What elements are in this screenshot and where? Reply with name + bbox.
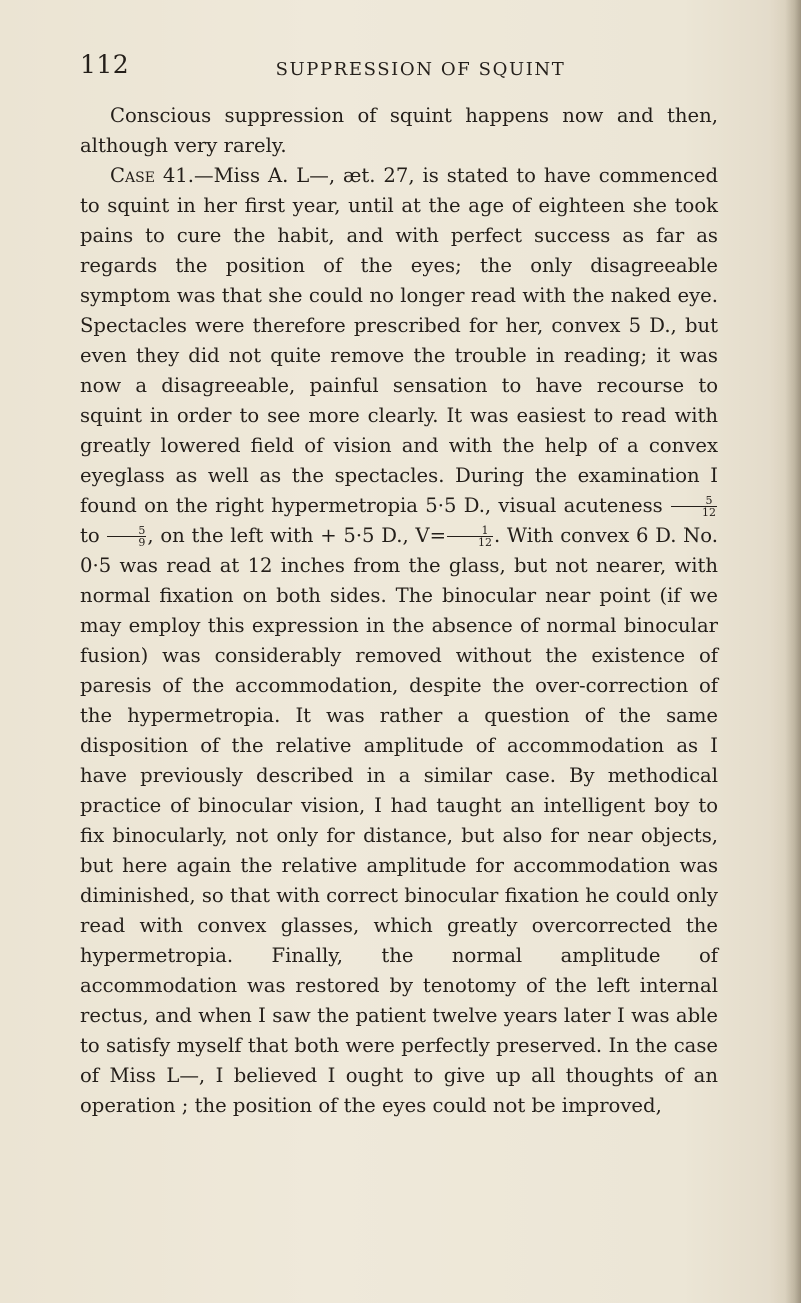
case-text-part-3: , on the left with + 5·5 D., V= (147, 524, 446, 547)
case-label: Case 41. (110, 164, 194, 187)
case-text-part-1: —Miss A. L—, æt. 27, is stated to have commenced to squint in her first year, until at the age of eighteen she took pains to cure the habit, and with perfect success as far as regards the position of the eyes; the only disagreeable symptom was that she could no longer read with the naked eye. Spectacles were therefore prescribed for her, convex 5 D., but even they did not quite remove the trouble in reading; it was now a disagreeable, painful sensation to have recourse to squint in order to see more clearly. It was easiest to read with greatly lowered field of vision and with the help of a convex eyeglass as well as the spectacles. During the examination I found on the right hypermetropia 5·5 D., visual acuteness (80, 164, 718, 517)
paragraph-case-41 (80, 161, 718, 1121)
fraction-numerator: 5 (107, 525, 146, 537)
paragraph-intro-text: Conscious suppression of squint happens now and then, although very rarely. (80, 104, 718, 157)
fraction-numerator: 5 (671, 495, 717, 507)
case-text-part-4: . With convex 6 D. No. 0·5 was read at 12 inches from the glass, but not nearer, with normal fixation on both sides. The binocular near point (if we may employ this expression in the absence of normal binocular fusion) was considerably removed without the existence of paresis of the accommodation, despite the over-correction of the hypermetropia. It was rather a question of the same disposition of the relative amplitude of accommodation as I have previously described in a similar case. By methodical practice of binocular vision, I had taught an intelligent boy to fix binocularly, not only for distance, but also for near objects, but here again the relative amplitude for accommodation was diminished, so that with correct binocular fixation he could only read with convex glasses, which greatly overcorrected the hypermetropia. Finally, the normal amplitude of accommodation was restored by tenotomy of the left internal rectus, and when I saw the patient twelve years later I was able to satisfy myself that both were perfectly preserved. In the case of Miss L—, I believed I ought to give up all thoughts of an operation ; the position of the eyes could not be improved, (80, 524, 718, 1117)
page-header (80, 50, 731, 90)
paragraph-intro (80, 101, 718, 161)
case-text-part-2: to (80, 524, 107, 547)
page-number: 112 (80, 50, 130, 79)
body-text (80, 101, 718, 1121)
fraction-denominator: 12 (477, 536, 492, 549)
fraction-denominator: 12 (702, 506, 716, 519)
fraction-visual-acuteness-left (447, 525, 493, 548)
fraction-denominator: 9 (138, 536, 146, 549)
fraction-numerator: 1 (447, 525, 493, 537)
fraction-visual-acuteness-right-to (107, 525, 146, 548)
fraction-visual-acuteness-right-from (671, 495, 717, 518)
running-head: SUPPRESSION OF SQUINT (275, 59, 566, 80)
page-edge-shadow (785, 0, 801, 1303)
